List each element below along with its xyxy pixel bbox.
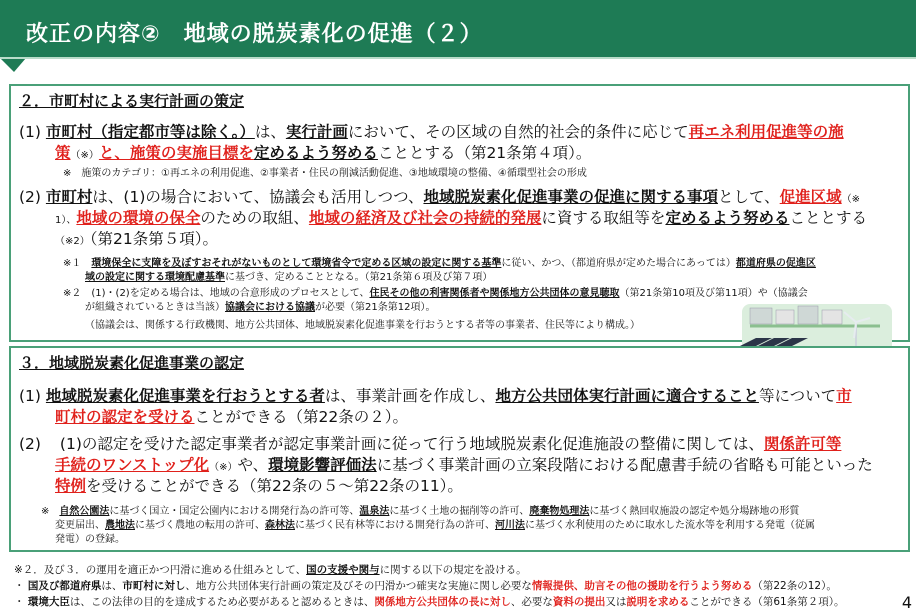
text-bold: 農地法 [105,520,135,531]
text: ※１ [63,258,92,269]
text: は、(1)の場合において、協議会も活用しつつ、 [92,188,424,206]
text: に基づく事業計画の立案段階における配慮書手続の省略も可能といった [376,456,873,474]
text: は、 [254,123,286,141]
text-red: 手続のワンストップ化 [55,456,210,474]
text: 変更届出、 [55,520,105,531]
text: が必要（第21条第12項）。 [315,302,436,313]
text-bold: 市町村（指定都市等は除く。） [45,123,255,141]
item-1-line-2 [55,405,408,427]
text-bold: 市町村に対し [122,580,186,592]
text-bold: 地域脱炭素化促進事業の促進に関する事項 [423,188,718,206]
item-number: (1) [19,387,41,405]
text: 、地方公共団体実行計画の策定及びその円滑かつ確実な実施に関し必要な [185,580,532,592]
item-1-line-2 [55,141,591,163]
text: こととする（第21条第４項）。 [377,144,592,162]
text: のための取組、 [200,209,309,227]
text-red: 情報提供、助言その他の援助を行うよう努める [531,580,753,592]
item-2-line-1 [19,432,841,454]
text-note-ref: （※） [70,150,99,161]
text: (1)の認定を受けた認定事業者が認定事業計画に従って行う地域脱炭素化促進施設の整備に関しては、 [59,435,764,453]
text-bold: 国の支援や関与 [306,564,380,576]
text-red: 市 [836,387,852,405]
text: が組織されているときは当該） [85,302,225,313]
note-line-3: 発電）の登録。 [55,534,125,545]
note-2-line-2 [85,268,492,283]
text-bold: 都道府県の促進区 [735,258,816,269]
footer-line-3 [14,594,844,609]
text-red: 関係地方公共団体の長に対し [374,596,511,608]
note-2-line-1 [63,254,816,269]
section-title: ３．地域脱炭素化促進事業の認定 [19,354,245,372]
note-1: ※ 施策のカテゴリ：①再エネの利用促進、②事業者・住民の削減活動促進、③地域環境の整備、④循環型社会の形成 [63,168,587,179]
text-note-ref: （※） [209,462,238,473]
page-number: 4 [901,593,912,612]
text-bold: 定めるよう努める [665,209,790,227]
header-banner [0,0,916,72]
note-2-line-3 [63,284,808,299]
text: に基づき、定めることとなる。（第21条第６項及び第７項） [225,272,493,283]
item-2-line-3 [55,474,463,496]
text: として、 [717,188,780,206]
text-red: 地域の環境の保全 [76,209,201,227]
text-bold: 地方公共団体実行計画に適合すること [495,387,759,405]
text-bold: 地域脱炭素化促進事業を行おうとする者 [45,387,325,405]
section-title: ２．市町村による実行計画の策定 [19,92,245,110]
text-red: 促進区域 [779,188,842,206]
text-red: 地域の経済及び社会の持続的発展 [308,209,542,227]
item-2-line-3 [55,227,218,249]
text-red: 再エネ利用促進等の施 [688,123,844,141]
text-bold: 森林法 [265,520,295,531]
text-bold: 廃棄物処理法 [529,506,590,517]
text-bold: 環境影響評価法 [268,456,377,474]
item-2-line-1 [19,185,860,207]
text: に基づく民有林等における開発行為の許可、 [295,520,495,531]
text-bold: 実行計画 [285,123,348,141]
text: に基づく熱回収施設の認定や処分場跡地の形質 [589,506,800,517]
text: において、その区域の自然的社会的条件に応じて [347,123,689,141]
text: に基づく国立・国定公園内における開発行為の許可等、 [109,506,360,517]
text-bold: 市町村 [45,188,93,206]
text: 、必要な [510,596,553,608]
note-2-line-4 [85,298,435,313]
text-red: 策 [55,144,71,162]
note-line-2 [55,516,815,531]
text-red: 関係許可等 [763,435,842,453]
text: （第21条第10項及び第11項）や（協議会 [619,288,808,299]
text: に関する以下の規定を設ける。 [379,564,527,576]
text-red: 資料の提出 [552,596,606,608]
text: に基づく土地の掘削等の許可、 [389,506,530,517]
item-1-line-1 [19,384,852,406]
text: や、 [237,456,269,474]
text: こととする [789,209,867,227]
text-bold: 国及び都道府県 [27,580,102,592]
text-note-ref: 1）、 [55,215,77,226]
text: ことができる（第61条第２項）。 [689,596,845,608]
text-bold: 自然公園法 [59,506,110,517]
item-1-line-1 [19,120,844,142]
text: ※ [41,506,60,517]
text-bold: 域の設定に関する環境配慮基準 [85,272,225,283]
text-bold: 河川法 [495,520,525,531]
text-bold: 住民その他の利害関係者や関係地方公共団体の意見聴取 [369,288,620,299]
text: に基づく農地の転用の許可、 [135,520,265,531]
text-red: と、施策の実施目標を [98,144,254,162]
text: は、事業計画を作成し、 [324,387,496,405]
text-note-ref: （※ [841,194,861,205]
text-bold: 協議会における協議 [225,302,315,313]
section-project-certification [9,346,910,552]
note-2-line-5: （協議会は、関係する行政機関、地方公共団体、地域脱炭素化促進事業を行おうとする者等の事業者、住民等により構成。） [85,320,640,331]
text-bold: 環境保全に支障を及ぼすおそれがないものとして環境省令で定める区域の設定に関する基準 [91,258,502,269]
text: を受けることができる（第22条の５～第22条の11）。 [86,477,463,495]
footer-line-2 [14,578,837,593]
text-red: 町村の認定を受ける [55,408,195,426]
text: ことができる（第22条の２）。 [194,408,408,426]
item-number: (2) [19,188,41,206]
text-note-ref: （※2） [55,236,90,247]
text-bold: 温泉法 [359,506,390,517]
item-2-line-2 [55,206,867,228]
text-bold: 環境大臣 [27,596,70,608]
text-red: 説明を求める [626,596,690,608]
text: に資する取組等を [541,209,666,227]
text: （第22条の12）。 [752,580,837,592]
text: ※２ (1)・(2)を定める場合は、地域の合意形成のプロセスとして、 [63,288,370,299]
note-line-1 [41,502,799,517]
item-2-line-2 [55,453,873,475]
item-number: (2) [19,435,41,453]
bullet: ・ [14,580,25,592]
text: 等について [758,387,837,405]
bullet: ・ [14,596,25,608]
text: は、この法律の目的を達成するため必要があると認めるときは、 [69,596,375,608]
text: 又は [605,596,627,608]
text: に従い、かつ、（都道府県が定めた場合にあっては） [501,258,736,269]
text: ※２．及び３．の運用を適正かつ円滑に進める仕組みとして、 [14,564,307,576]
text: は、 [101,580,123,592]
text-red: 特例 [55,477,87,495]
text: に基づく水利使用のために取水した流水等を利用する発電（従属 [525,520,815,531]
item-number: (1) [19,123,41,141]
text-bold: 定めるよう努める [253,144,378,162]
footer-line-1 [14,562,527,577]
text: （第21条第５項）。 [89,230,218,248]
page-title: 改正の内容② 地域の脱炭素化の促進（２） [26,22,483,47]
